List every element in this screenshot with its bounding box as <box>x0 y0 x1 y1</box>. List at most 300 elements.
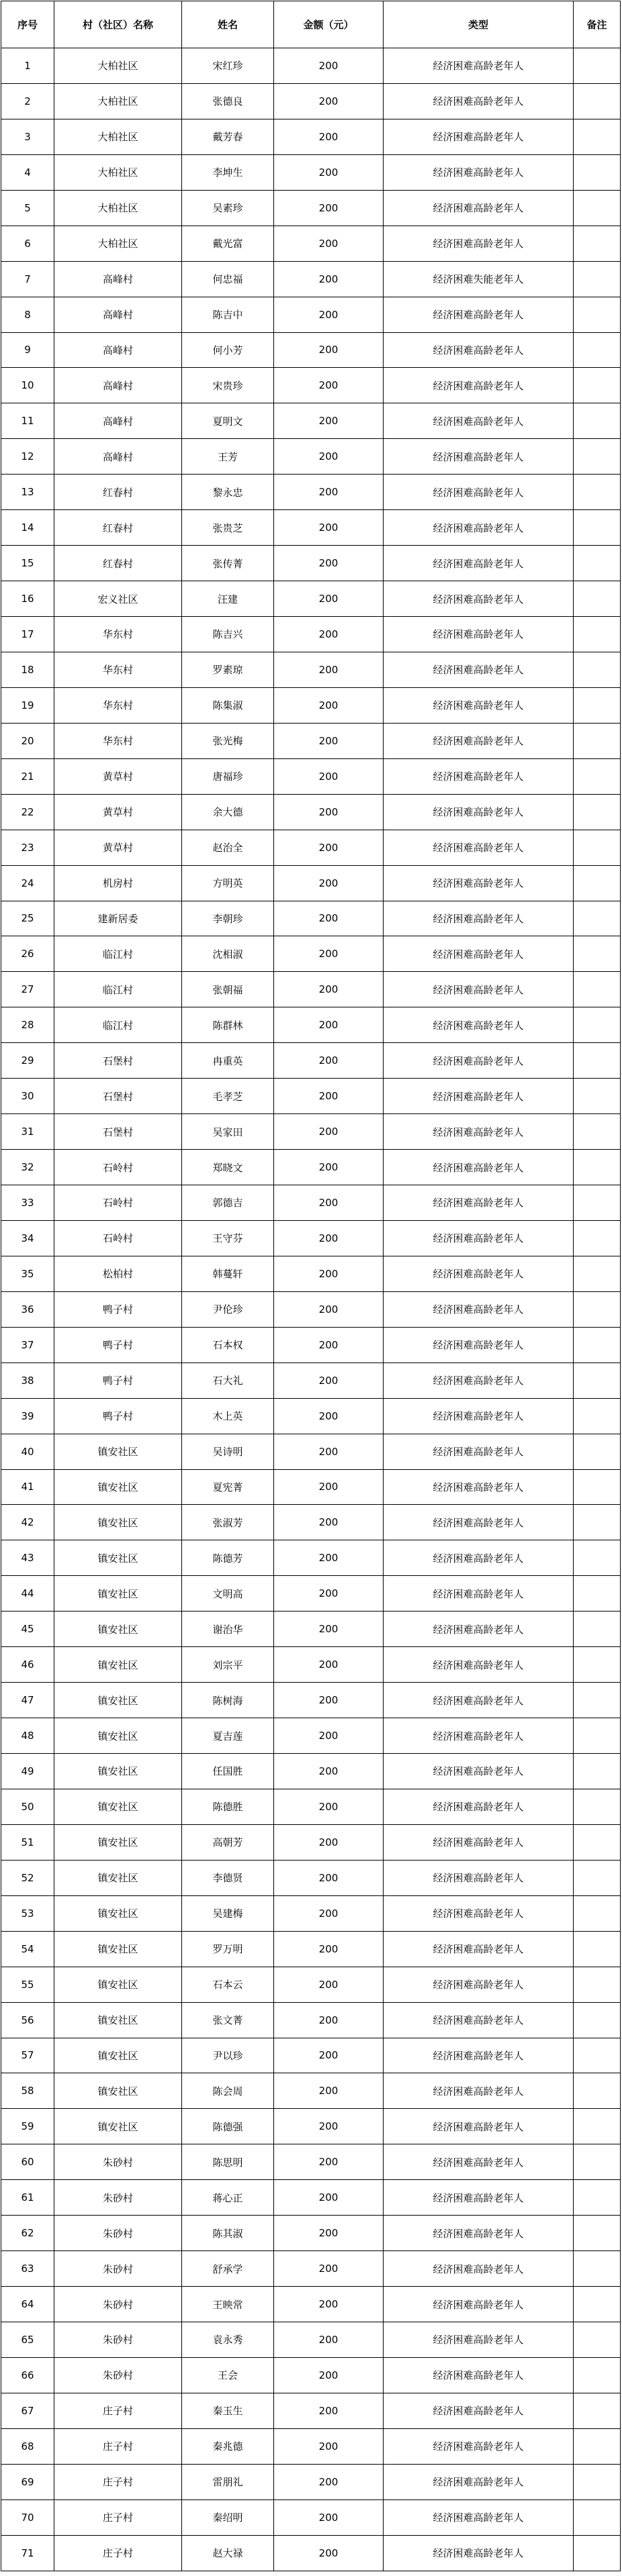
cell-amount: 200 <box>274 1185 384 1221</box>
cell-seq: 39 <box>1 1398 54 1434</box>
cell-seq: 47 <box>1 1683 54 1718</box>
cell-amount: 200 <box>274 2357 384 2393</box>
cell-seq: 49 <box>1 1754 54 1789</box>
cell-seq: 30 <box>1 1079 54 1114</box>
cell-amount: 200 <box>274 154 384 190</box>
cell-name: 张贵芝 <box>182 510 274 546</box>
cell-note <box>574 1327 621 1363</box>
cell-seq: 64 <box>1 2287 54 2322</box>
cell-note <box>574 2535 621 2571</box>
cell-note <box>574 1185 621 1221</box>
cell-type: 经济困难高龄老年人 <box>384 2535 574 2571</box>
cell-type: 经济困难高龄老年人 <box>384 1931 574 1967</box>
cell-name: 张光梅 <box>182 723 274 758</box>
header-name: 姓名 <box>182 1 274 48</box>
cell-seq: 37 <box>1 1327 54 1363</box>
cell-name: 陈会周 <box>182 2073 274 2109</box>
cell-seq: 5 <box>1 190 54 226</box>
cell-name: 蒋心正 <box>182 2180 274 2216</box>
cell-type: 经济困难高龄老年人 <box>384 2357 574 2393</box>
table-row <box>1 1043 621 1079</box>
cell-seq: 13 <box>1 475 54 510</box>
cell-seq: 43 <box>1 1540 54 1576</box>
cell-seq: 25 <box>1 901 54 936</box>
cell-type: 经济困难高龄老年人 <box>384 1505 574 1540</box>
cell-type: 经济困难高龄老年人 <box>384 1043 574 1079</box>
cell-village: 大柏社区 <box>54 48 182 84</box>
cell-name: 陈德胜 <box>182 1789 274 1824</box>
cell-seq: 8 <box>1 297 54 332</box>
table-row <box>1 1683 621 1718</box>
table-row <box>1 652 621 687</box>
cell-amount: 200 <box>274 510 384 546</box>
cell-type: 经济困难高龄老年人 <box>384 2287 574 2322</box>
cell-amount: 200 <box>274 1327 384 1363</box>
cell-village: 红春村 <box>54 510 182 546</box>
cell-amount: 200 <box>274 2180 384 2216</box>
cell-type: 经济困难高龄老年人 <box>384 687 574 723</box>
cell-type: 经济困难高龄老年人 <box>384 1754 574 1789</box>
cell-note <box>574 1612 621 1647</box>
cell-village: 鸭子村 <box>54 1327 182 1363</box>
cell-amount: 200 <box>274 1647 384 1683</box>
header-type: 类型 <box>384 1 574 48</box>
cell-name: 赵治全 <box>182 830 274 865</box>
cell-name: 罗素琼 <box>182 652 274 687</box>
cell-seq: 56 <box>1 2002 54 2038</box>
cell-type: 经济困难高龄老年人 <box>384 83 574 119</box>
cell-type: 经济困难高龄老年人 <box>384 794 574 830</box>
cell-name: 夏吉莲 <box>182 1718 274 1754</box>
cell-name: 罗万明 <box>182 1931 274 1967</box>
cell-type: 经济困难高龄老年人 <box>384 901 574 936</box>
cell-amount: 200 <box>274 830 384 865</box>
table-row <box>1 1079 621 1114</box>
cell-name: 秦玉生 <box>182 2393 274 2428</box>
table-row <box>1 2180 621 2216</box>
cell-type: 经济困难高龄老年人 <box>384 1114 574 1150</box>
cell-type: 经济困难高龄老年人 <box>384 1576 574 1612</box>
cell-note <box>574 2428 621 2464</box>
cell-amount: 200 <box>274 2109 384 2144</box>
cell-name: 尹伦珍 <box>182 1291 274 1327</box>
cell-amount: 200 <box>274 1540 384 1576</box>
cell-note <box>574 758 621 794</box>
cell-seq: 3 <box>1 119 54 154</box>
cell-type: 经济困难高龄老年人 <box>384 510 574 546</box>
cell-village: 黄草村 <box>54 794 182 830</box>
cell-name: 毛孝芝 <box>182 1079 274 1114</box>
table-row <box>1 1754 621 1789</box>
cell-note <box>574 1007 621 1043</box>
cell-village: 宏义社区 <box>54 581 182 617</box>
cell-note <box>574 1150 621 1185</box>
table-row <box>1 1256 621 1291</box>
cell-name: 吴素珍 <box>182 190 274 226</box>
cell-amount: 200 <box>274 2216 384 2251</box>
table-row <box>1 830 621 865</box>
cell-village: 朱砂村 <box>54 2180 182 2216</box>
cell-note <box>574 1860 621 1895</box>
cell-type: 经济困难高龄老年人 <box>384 723 574 758</box>
cell-type: 经济困难高龄老年人 <box>384 581 574 617</box>
cell-name: 李坤生 <box>182 154 274 190</box>
cell-village: 朱砂村 <box>54 2357 182 2393</box>
cell-type: 经济困难高龄老年人 <box>384 2216 574 2251</box>
cell-village: 镇安社区 <box>54 1895 182 1931</box>
table-row <box>1 581 621 617</box>
cell-amount: 200 <box>274 901 384 936</box>
cell-note <box>574 617 621 652</box>
cell-name: 刘宗平 <box>182 1647 274 1683</box>
cell-amount: 200 <box>274 1043 384 1079</box>
cell-seq: 10 <box>1 368 54 403</box>
cell-seq: 48 <box>1 1718 54 1754</box>
cell-seq: 15 <box>1 546 54 581</box>
cell-seq: 7 <box>1 261 54 297</box>
cell-amount: 200 <box>274 1505 384 1540</box>
cell-note <box>574 1895 621 1931</box>
cell-village: 华东村 <box>54 723 182 758</box>
cell-note <box>574 190 621 226</box>
cell-amount: 200 <box>274 1931 384 1967</box>
header-row <box>1 1 621 48</box>
cell-note <box>574 723 621 758</box>
cell-name: 秦绍明 <box>182 2499 274 2535</box>
cell-village: 石堡村 <box>54 1079 182 1114</box>
cell-village: 庄子村 <box>54 2428 182 2464</box>
cell-note <box>574 2464 621 2499</box>
cell-type: 经济困难高龄老年人 <box>384 1398 574 1434</box>
table-row <box>1 1007 621 1043</box>
table-row <box>1 1931 621 1967</box>
cell-village: 鸭子村 <box>54 1363 182 1398</box>
cell-amount: 200 <box>274 439 384 475</box>
cell-name: 韩蔓轩 <box>182 1256 274 1291</box>
table-header <box>1 1 621 48</box>
cell-village: 华东村 <box>54 617 182 652</box>
cell-name: 戴光富 <box>182 226 274 261</box>
table-row <box>1 1967 621 2002</box>
cell-note <box>574 261 621 297</box>
cell-amount: 200 <box>274 1220 384 1256</box>
table-row <box>1 2073 621 2109</box>
cell-note <box>574 510 621 546</box>
cell-seq: 20 <box>1 723 54 758</box>
cell-type: 经济困难高龄老年人 <box>384 1220 574 1256</box>
cell-village: 镇安社区 <box>54 1647 182 1683</box>
cell-name: 陈德芳 <box>182 1540 274 1576</box>
cell-seq: 51 <box>1 1824 54 1860</box>
table-row <box>1 1220 621 1256</box>
cell-seq: 40 <box>1 1434 54 1469</box>
table-row <box>1 617 621 652</box>
cell-note <box>574 226 621 261</box>
cell-type: 经济困难高龄老年人 <box>384 830 574 865</box>
cell-name: 赵大禄 <box>182 2535 274 2571</box>
cell-note <box>574 1754 621 1789</box>
cell-amount: 200 <box>274 1256 384 1291</box>
table-row <box>1 154 621 190</box>
elderly-subsidy-table <box>1 1 621 2571</box>
table-row <box>1 368 621 403</box>
cell-amount: 200 <box>274 2144 384 2180</box>
cell-village: 建新居委 <box>54 901 182 936</box>
cell-seq: 1 <box>1 48 54 84</box>
cell-village: 高峰村 <box>54 403 182 439</box>
cell-type: 经济困难高龄老年人 <box>384 758 574 794</box>
table-row <box>1 2287 621 2322</box>
cell-seq: 11 <box>1 403 54 439</box>
cell-type: 经济困难高龄老年人 <box>384 546 574 581</box>
cell-amount: 200 <box>274 1007 384 1043</box>
cell-type: 经济困难高龄老年人 <box>384 1256 574 1291</box>
cell-seq: 32 <box>1 1150 54 1185</box>
cell-note <box>574 119 621 154</box>
cell-village: 大柏社区 <box>54 119 182 154</box>
cell-seq: 44 <box>1 1576 54 1612</box>
cell-name: 夏宪菁 <box>182 1469 274 1505</box>
cell-name: 冉重英 <box>182 1043 274 1079</box>
cell-village: 黄草村 <box>54 758 182 794</box>
cell-note <box>574 2216 621 2251</box>
cell-type: 经济困难高龄老年人 <box>384 475 574 510</box>
cell-name: 张朝福 <box>182 972 274 1007</box>
cell-type: 经济困难高龄老年人 <box>384 368 574 403</box>
cell-village: 大柏社区 <box>54 190 182 226</box>
table-row <box>1 1540 621 1576</box>
table-row <box>1 546 621 581</box>
cell-village: 庄子村 <box>54 2535 182 2571</box>
table-row <box>1 1327 621 1363</box>
cell-name: 陈其淑 <box>182 2216 274 2251</box>
cell-name: 何忠福 <box>182 261 274 297</box>
cell-amount: 200 <box>274 2038 384 2073</box>
cell-village: 石岭村 <box>54 1150 182 1185</box>
cell-seq: 31 <box>1 1114 54 1150</box>
cell-type: 经济困难高龄老年人 <box>384 1434 574 1469</box>
cell-amount: 200 <box>274 475 384 510</box>
table-row <box>1 1150 621 1185</box>
cell-seq: 65 <box>1 2322 54 2358</box>
cell-name: 张淑芳 <box>182 1505 274 1540</box>
cell-village: 朱砂村 <box>54 2287 182 2322</box>
cell-name: 戴芳春 <box>182 119 274 154</box>
cell-seq: 53 <box>1 1895 54 1931</box>
cell-amount: 200 <box>274 1967 384 2002</box>
table-row <box>1 261 621 297</box>
cell-amount: 200 <box>274 1789 384 1824</box>
table-row <box>1 297 621 332</box>
cell-type: 经济困难高龄老年人 <box>384 2109 574 2144</box>
cell-seq: 21 <box>1 758 54 794</box>
cell-note <box>574 1576 621 1612</box>
cell-village: 镇安社区 <box>54 1469 182 1505</box>
cell-name: 宋红珍 <box>182 48 274 84</box>
cell-type: 经济困难高龄老年人 <box>384 1718 574 1754</box>
cell-type: 经济困难高龄老年人 <box>384 332 574 368</box>
cell-village: 大柏社区 <box>54 226 182 261</box>
cell-seq: 28 <box>1 1007 54 1043</box>
cell-village: 石岭村 <box>54 1185 182 1221</box>
cell-seq: 29 <box>1 1043 54 1079</box>
cell-type: 经济困难高龄老年人 <box>384 1327 574 1363</box>
cell-name: 唐福珍 <box>182 758 274 794</box>
cell-seq: 35 <box>1 1256 54 1291</box>
cell-village: 高峰村 <box>54 439 182 475</box>
cell-seq: 54 <box>1 1931 54 1967</box>
cell-name: 舒承学 <box>182 2251 274 2287</box>
cell-seq: 67 <box>1 2393 54 2428</box>
table-row <box>1 2428 621 2464</box>
cell-amount: 200 <box>274 1398 384 1434</box>
cell-name: 郭德吉 <box>182 1185 274 1221</box>
cell-amount: 200 <box>274 2535 384 2571</box>
cell-seq: 34 <box>1 1220 54 1256</box>
cell-type: 经济困难高龄老年人 <box>384 2499 574 2535</box>
table-row <box>1 2393 621 2428</box>
cell-seq: 24 <box>1 865 54 901</box>
cell-seq: 63 <box>1 2251 54 2287</box>
table-row <box>1 1612 621 1647</box>
cell-type: 经济困难高龄老年人 <box>384 1860 574 1895</box>
cell-name: 王守芬 <box>182 1220 274 1256</box>
cell-type: 经济困难高龄老年人 <box>384 2428 574 2464</box>
cell-type: 经济困难高龄老年人 <box>384 2180 574 2216</box>
cell-note <box>574 652 621 687</box>
cell-amount: 200 <box>274 368 384 403</box>
cell-name: 李朝珍 <box>182 901 274 936</box>
table-row <box>1 1398 621 1434</box>
cell-type: 经济困难高龄老年人 <box>384 1895 574 1931</box>
cell-type: 经济困难高龄老年人 <box>384 297 574 332</box>
cell-amount: 200 <box>274 546 384 581</box>
cell-village: 镇安社区 <box>54 2038 182 2073</box>
cell-type: 经济困难高龄老年人 <box>384 2144 574 2180</box>
cell-amount: 200 <box>274 1434 384 1469</box>
cell-name: 陈树海 <box>182 1683 274 1718</box>
cell-name: 吴诗明 <box>182 1434 274 1469</box>
cell-seq: 2 <box>1 83 54 119</box>
cell-amount: 200 <box>274 1576 384 1612</box>
cell-type: 经济困难高龄老年人 <box>384 617 574 652</box>
cell-seq: 58 <box>1 2073 54 2109</box>
cell-type: 经济困难高龄老年人 <box>384 1789 574 1824</box>
cell-note <box>574 1043 621 1079</box>
cell-amount: 200 <box>274 190 384 226</box>
cell-type: 经济困难高龄老年人 <box>384 1150 574 1185</box>
cell-seq: 19 <box>1 687 54 723</box>
cell-note <box>574 403 621 439</box>
cell-name: 王芳 <box>182 439 274 475</box>
cell-note <box>574 865 621 901</box>
cell-village: 高峰村 <box>54 261 182 297</box>
cell-seq: 60 <box>1 2144 54 2180</box>
cell-note <box>574 439 621 475</box>
cell-village: 朱砂村 <box>54 2251 182 2287</box>
cell-amount: 200 <box>274 1824 384 1860</box>
cell-note <box>574 475 621 510</box>
cell-note <box>574 1220 621 1256</box>
cell-note <box>574 2180 621 2216</box>
cell-note <box>574 2002 621 2038</box>
cell-note <box>574 154 621 190</box>
cell-note <box>574 332 621 368</box>
table-row <box>1 1576 621 1612</box>
cell-amount: 200 <box>274 1895 384 1931</box>
cell-seq: 26 <box>1 936 54 972</box>
table-row <box>1 475 621 510</box>
cell-village: 红春村 <box>54 475 182 510</box>
cell-seq: 41 <box>1 1469 54 1505</box>
cell-type: 经济困难失能老年人 <box>384 261 574 297</box>
cell-amount: 200 <box>274 936 384 972</box>
cell-amount: 200 <box>274 1114 384 1150</box>
header-note: 备注 <box>574 1 621 48</box>
cell-amount: 200 <box>274 794 384 830</box>
cell-village: 庄子村 <box>54 2499 182 2535</box>
cell-note <box>574 1789 621 1824</box>
cell-type: 经济困难高龄老年人 <box>384 1824 574 1860</box>
cell-seq: 68 <box>1 2428 54 2464</box>
table-row <box>1 1647 621 1683</box>
cell-village: 大柏社区 <box>54 83 182 119</box>
cell-note <box>574 687 621 723</box>
cell-village: 镇安社区 <box>54 1754 182 1789</box>
cell-amount: 200 <box>274 297 384 332</box>
table-row <box>1 936 621 972</box>
cell-village: 高峰村 <box>54 332 182 368</box>
cell-type: 经济困难高龄老年人 <box>384 2002 574 2038</box>
cell-name: 沈相淑 <box>182 936 274 972</box>
cell-note <box>574 2322 621 2358</box>
cell-seq: 27 <box>1 972 54 1007</box>
cell-amount: 200 <box>274 1612 384 1647</box>
cell-amount: 200 <box>274 972 384 1007</box>
cell-note <box>574 1363 621 1398</box>
cell-seq: 59 <box>1 2109 54 2144</box>
cell-amount: 200 <box>274 865 384 901</box>
cell-amount: 200 <box>274 2499 384 2535</box>
cell-name: 秦兆德 <box>182 2428 274 2464</box>
cell-note <box>574 2109 621 2144</box>
table-row <box>1 2002 621 2038</box>
cell-village: 石岭村 <box>54 1220 182 1256</box>
table-row <box>1 2322 621 2358</box>
cell-name: 黎永忠 <box>182 475 274 510</box>
cell-name: 陈思明 <box>182 2144 274 2180</box>
cell-village: 石堡村 <box>54 1043 182 1079</box>
cell-type: 经济困难高龄老年人 <box>384 865 574 901</box>
cell-amount: 200 <box>274 581 384 617</box>
cell-type: 经济困难高龄老年人 <box>384 1291 574 1327</box>
cell-note <box>574 2144 621 2180</box>
header-seq: 序号 <box>1 1 54 48</box>
cell-type: 经济困难高龄老年人 <box>384 1540 574 1576</box>
cell-village: 镇安社区 <box>54 1718 182 1754</box>
cell-amount: 200 <box>274 261 384 297</box>
cell-seq: 69 <box>1 2464 54 2499</box>
cell-village: 华东村 <box>54 652 182 687</box>
cell-type: 经济困难高龄老年人 <box>384 1683 574 1718</box>
cell-village: 庄子村 <box>54 2393 182 2428</box>
cell-seq: 50 <box>1 1789 54 1824</box>
cell-amount: 200 <box>274 1683 384 1718</box>
cell-note <box>574 1931 621 1967</box>
cell-name: 张传菁 <box>182 546 274 581</box>
cell-type: 经济困难高龄老年人 <box>384 2322 574 2358</box>
cell-type: 经济困难高龄老年人 <box>384 439 574 475</box>
